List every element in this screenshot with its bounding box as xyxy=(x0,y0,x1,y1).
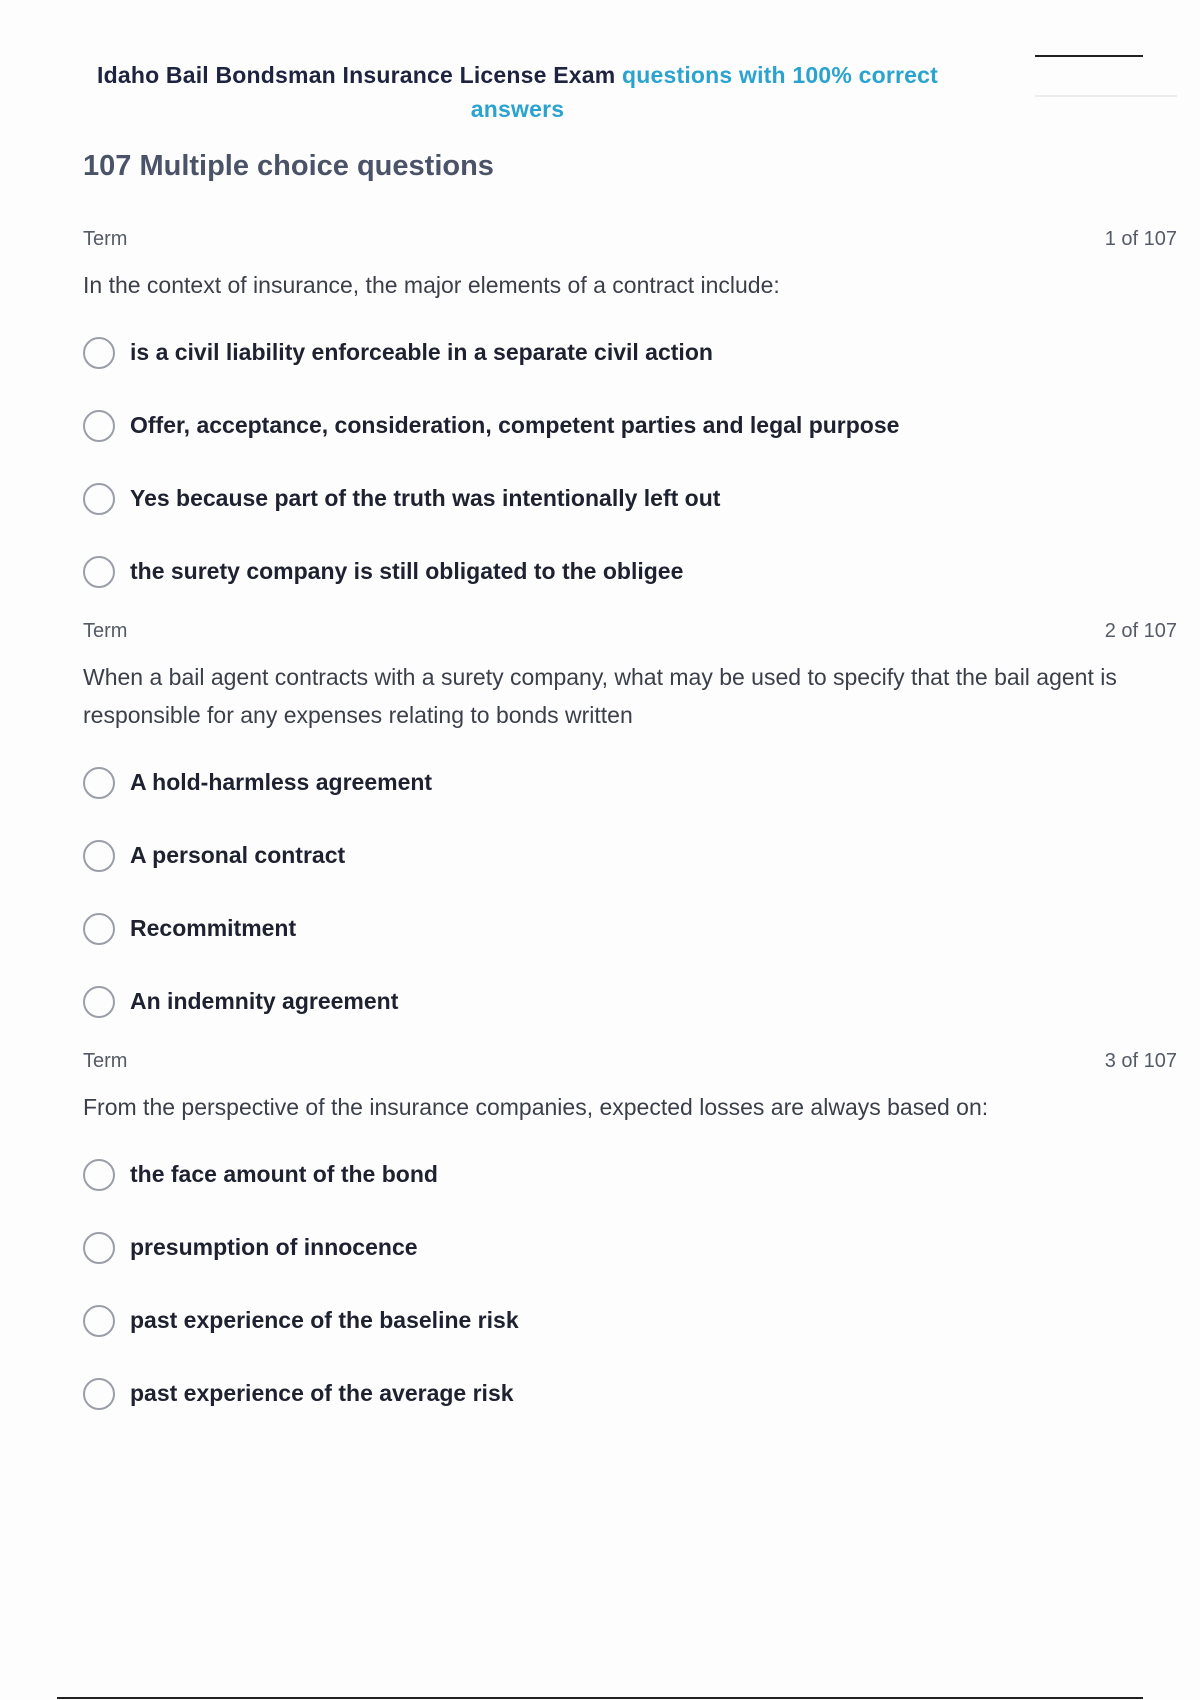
question-counter: 2 of 107 xyxy=(1104,620,1177,642)
question-text: When a bail agent contracts with a surety company, what may be used to specify that the bail agent is responsible for any expenses relating to bonds written xyxy=(83,664,1117,728)
footer-rule xyxy=(57,1697,1143,1699)
answer-option-label: presumption of innocence xyxy=(130,1234,418,1260)
question-counter: 3 of 107 xyxy=(1104,1050,1177,1072)
question-card-2 xyxy=(83,620,1177,1038)
answer-option-label: A hold-harmless agreement xyxy=(130,769,433,795)
question-text: In the context of insurance, the major elements of a contract include: xyxy=(83,272,780,298)
header-rule xyxy=(1035,55,1143,57)
answer-option[interactable] xyxy=(83,746,1177,819)
answer-option-label: Recommitment xyxy=(130,915,297,941)
answer-option[interactable] xyxy=(83,1284,1177,1357)
term-label: Term xyxy=(83,620,128,642)
answer-option-label: past experience of the baseline risk xyxy=(130,1307,519,1333)
question-card-1 xyxy=(83,228,1177,608)
answer-option[interactable] xyxy=(83,389,1177,462)
answer-option[interactable] xyxy=(83,965,1177,1038)
radio-button[interactable] xyxy=(83,1232,115,1264)
radio-button[interactable] xyxy=(83,840,115,872)
header-rule-faint xyxy=(1035,95,1177,97)
answer-option[interactable] xyxy=(83,535,1177,608)
answer-option-label: the face amount of the bond xyxy=(130,1161,438,1187)
radio-button[interactable] xyxy=(83,1305,115,1337)
document-title-accent: questions with 100% correct answers xyxy=(470,62,938,122)
answer-option-label: A personal contract xyxy=(130,842,346,868)
answer-options xyxy=(83,316,1177,608)
answer-option[interactable] xyxy=(83,1357,1177,1430)
radio-button[interactable] xyxy=(83,1159,115,1191)
question-summary-heading: 107 Multiple choice questions xyxy=(83,150,494,182)
answer-option-label: Yes because part of the truth was intentionally left out xyxy=(130,485,721,511)
answer-option[interactable] xyxy=(83,1211,1177,1284)
answer-option-label: the surety company is still obligated to the obligee xyxy=(130,558,684,584)
question-text: From the perspective of the insurance companies, expected losses are always based on: xyxy=(83,1094,989,1120)
document-title xyxy=(60,58,975,126)
radio-button[interactable] xyxy=(83,913,115,945)
radio-button[interactable] xyxy=(83,483,115,515)
radio-button[interactable] xyxy=(83,337,115,369)
answer-option[interactable] xyxy=(83,892,1177,965)
radio-button[interactable] xyxy=(83,556,115,588)
radio-button[interactable] xyxy=(83,986,115,1018)
answer-option[interactable] xyxy=(83,819,1177,892)
answer-options xyxy=(83,1138,1177,1430)
radio-button[interactable] xyxy=(83,767,115,799)
answer-option-label: Offer, acceptance, consideration, competent parties and legal purpose xyxy=(130,412,900,438)
answer-option[interactable] xyxy=(83,1138,1177,1211)
answer-option-label: An indemnity agreement xyxy=(130,988,399,1014)
question-card-3 xyxy=(83,1050,1177,1430)
term-label: Term xyxy=(83,228,128,250)
answer-options xyxy=(83,746,1177,1038)
answer-option[interactable] xyxy=(83,316,1177,389)
answer-option-label: is a civil liability enforceable in a separate civil action xyxy=(130,339,713,365)
document-title-main: Idaho Bail Bondsman Insurance License Exam xyxy=(97,62,616,88)
answer-option[interactable] xyxy=(83,462,1177,535)
term-label: Term xyxy=(83,1050,128,1072)
answer-option-label: past experience of the average risk xyxy=(130,1380,514,1406)
radio-button[interactable] xyxy=(83,1378,115,1410)
radio-button[interactable] xyxy=(83,410,115,442)
question-counter: 1 of 107 xyxy=(1104,228,1177,250)
